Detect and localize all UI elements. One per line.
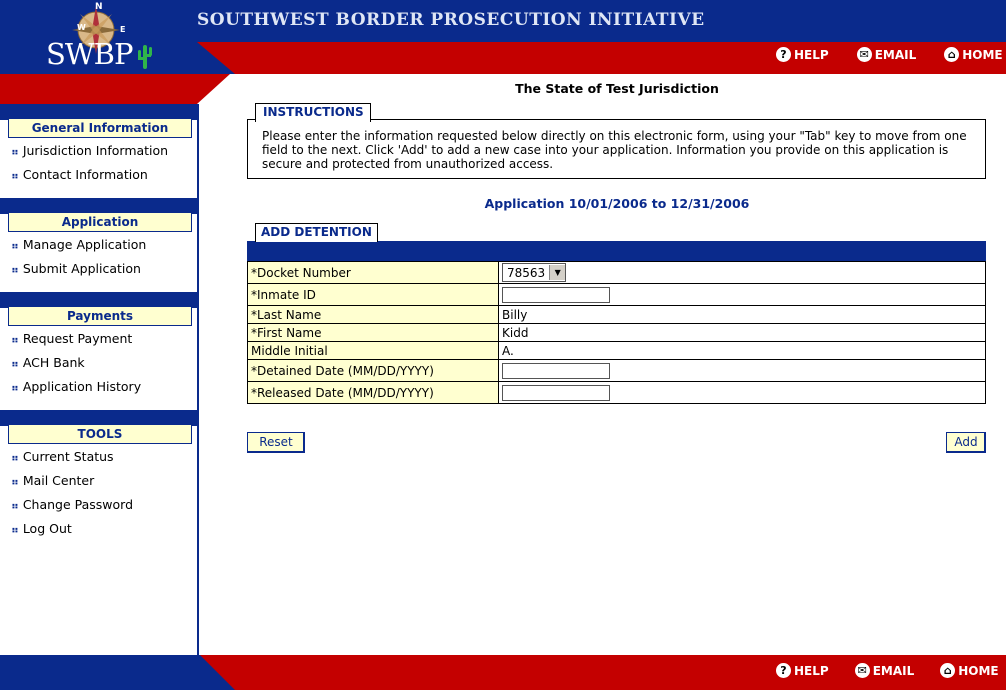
logo-text: SWBP bbox=[46, 37, 133, 71]
sidebar-item-ach-bank[interactable]: ⠶ ACH Bank bbox=[11, 355, 85, 370]
sidebar bbox=[0, 104, 199, 655]
home-label: HOME bbox=[962, 47, 1003, 62]
bullet-icon: ⠶ bbox=[11, 525, 19, 536]
instructions-text: Please enter the information requested below directly on this electronic form, using your "Tab" key to move from one field to the next. Click 'Add' to add a new case into your application. Information you provide on this application is secure and protected from unauthorized access. bbox=[262, 129, 967, 171]
compass-n: N bbox=[95, 2, 103, 12]
form-row-last-name bbox=[248, 306, 986, 324]
inmate-id-input[interactable] bbox=[502, 287, 610, 303]
email-label: EMAIL bbox=[872, 663, 915, 678]
sidebar-item-application-history[interactable]: ⠶ Application History bbox=[11, 379, 142, 394]
bullet-icon: ⠶ bbox=[11, 241, 19, 252]
bullet-icon: ⠶ bbox=[11, 383, 19, 394]
chevron-down-icon[interactable]: ▼ bbox=[549, 265, 565, 280]
compass-w: W bbox=[77, 23, 86, 32]
form-row-inmate-id bbox=[248, 284, 986, 306]
section-title: Payments bbox=[8, 307, 192, 326]
first-name-value: Kidd bbox=[499, 324, 986, 342]
form-row-docket bbox=[248, 262, 986, 284]
header-red-wedge bbox=[0, 74, 230, 104]
sidebar-item-log-out[interactable]: ⠶ Log Out bbox=[11, 521, 72, 536]
sidebar-item-change-password[interactable]: ⠶ Change Password bbox=[11, 497, 134, 512]
cactus-icon bbox=[138, 43, 152, 69]
compass-e: E bbox=[120, 25, 126, 34]
docket-number-label: *Docket Number bbox=[248, 262, 499, 284]
bullet-icon: ⠶ bbox=[11, 477, 19, 488]
footer-home-link[interactable] bbox=[940, 663, 998, 678]
help-link[interactable] bbox=[776, 47, 829, 62]
docket-number-select[interactable] bbox=[502, 263, 566, 282]
middle-initial-value: A. bbox=[499, 342, 986, 360]
bullet-icon: ⠶ bbox=[11, 453, 19, 464]
help-icon: ? bbox=[776, 47, 791, 62]
bullet-icon: ⠶ bbox=[11, 359, 19, 370]
bullet-icon: ⠶ bbox=[11, 335, 19, 346]
home-icon: ⌂ bbox=[940, 663, 955, 678]
middle-initial-label: Middle Initial bbox=[248, 342, 499, 360]
bullet-icon: ⠶ bbox=[11, 171, 19, 182]
sidebar-item-submit-application[interactable]: ⠶ Submit Application bbox=[11, 261, 141, 276]
detained-date-input[interactable] bbox=[502, 363, 610, 379]
footer-email-link[interactable] bbox=[855, 663, 915, 678]
sidebar-item-contact-information[interactable]: ⠶ Contact Information bbox=[11, 167, 148, 182]
add-button[interactable]: Add bbox=[946, 432, 986, 453]
last-name-value: Billy bbox=[499, 306, 986, 324]
home-link[interactable] bbox=[944, 47, 1002, 62]
email-icon: ✉ bbox=[857, 47, 872, 62]
application-period: Application 10/01/2006 to 12/31/2006 bbox=[484, 196, 750, 211]
home-label: HOME bbox=[958, 663, 999, 678]
last-name-label: *Last Name bbox=[248, 306, 499, 324]
form-row-middle-initial bbox=[248, 342, 986, 360]
sidebar-item-jurisdiction-information[interactable]: ⠶ Jurisdiction Information bbox=[11, 143, 169, 158]
footer-help-link[interactable] bbox=[776, 663, 829, 678]
email-label: EMAIL bbox=[874, 47, 917, 62]
sidebar-item-current-status[interactable]: ⠶ Current Status bbox=[11, 449, 114, 464]
sidebar-item-mail-center[interactable]: ⠶ Mail Center bbox=[11, 473, 95, 488]
footer-blue-wedge bbox=[0, 655, 235, 690]
email-icon: ✉ bbox=[855, 663, 870, 678]
detained-date-label: *Detained Date (MM/DD/YYYY) bbox=[248, 360, 499, 382]
released-date-input[interactable] bbox=[502, 385, 610, 401]
swbp-logo[interactable] bbox=[40, 3, 160, 73]
email-link[interactable] bbox=[857, 47, 917, 62]
bullet-icon: ⠶ bbox=[11, 147, 19, 158]
form-row-first-name bbox=[248, 324, 986, 342]
released-date-label: *Released Date (MM/DD/YYYY) bbox=[248, 382, 499, 404]
docket-number-value: 78563 bbox=[507, 265, 546, 280]
section-title: Application bbox=[8, 213, 192, 232]
add-detention-label: ADD DETENTION bbox=[255, 223, 378, 242]
footer-nav bbox=[776, 663, 999, 678]
help-label: HELP bbox=[794, 47, 829, 62]
sidebar-item-request-payment[interactable]: ⠶ Request Payment bbox=[11, 331, 133, 346]
bullet-icon: ⠶ bbox=[11, 265, 19, 276]
home-icon: ⌂ bbox=[944, 47, 959, 62]
instructions-label: INSTRUCTIONS bbox=[255, 103, 371, 122]
bullet-icon: ⠶ bbox=[11, 501, 19, 512]
section-title: TOOLS bbox=[8, 425, 192, 444]
form-row-released-date bbox=[248, 382, 986, 404]
first-name-label: *First Name bbox=[248, 324, 499, 342]
header-nav bbox=[776, 47, 1003, 62]
help-label: HELP bbox=[794, 663, 829, 678]
form-header-bar bbox=[247, 241, 986, 261]
reset-button[interactable]: Reset bbox=[247, 432, 305, 453]
page-title: The State of Test Jurisdiction bbox=[515, 81, 719, 96]
section-title: General Information bbox=[8, 119, 192, 138]
site-title: SOUTHWEST BORDER PROSECUTION INITIATIVE bbox=[197, 10, 705, 30]
form-row-detained-date bbox=[248, 360, 986, 382]
help-icon: ? bbox=[776, 663, 791, 678]
inmate-id-label: *Inmate ID bbox=[248, 284, 499, 306]
add-detention-form bbox=[247, 261, 986, 404]
sidebar-item-manage-application[interactable]: ⠶ Manage Application bbox=[11, 237, 147, 252]
